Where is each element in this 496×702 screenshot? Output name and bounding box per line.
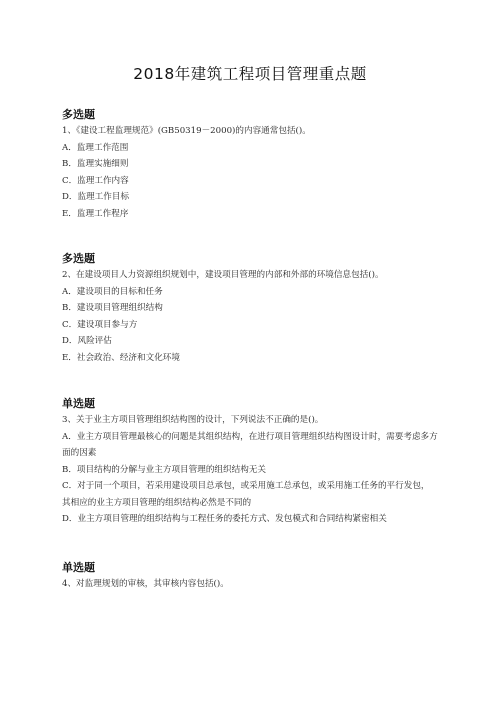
document-title: 2018年建筑工程项目管理重点题 [133, 65, 367, 83]
option-d: D．业主方项目管理的组织结构与工程任务的委托方式、发包模式和合同结构紧密相关 [62, 514, 387, 524]
question-1 [62, 107, 438, 222]
option-a: A．建设项目的目标和任务 [62, 286, 163, 297]
question-stem: 1、《建设工程监理规范》(GB50319－2000)的内容通常包括()。 [62, 126, 311, 136]
question-type-label: 单选题 [62, 397, 95, 410]
question-stem: 2、在建设项目人力资源组织规划中，建设项目管理的内部和外部的环境信息包括()。 [62, 270, 384, 280]
option-b: B．项目结构的分解与业主方项目管理的组织结构无关 [62, 464, 266, 475]
option-list [62, 140, 438, 223]
option-d: D．监理工作目标 [62, 192, 130, 202]
question-stem: 4、对监理规划的审核，其审核内容包括()。 [62, 578, 229, 589]
option-b: B．监理实施细则 [62, 159, 129, 169]
question-stem: 3、关于业主方项目管理组织结构图的设计，下列说法不正确的是()。 [62, 415, 324, 425]
option-a: A．业主方项目管理最核心的问题是其组织结构，在进行项目管理组织结构图设计时，需要考虑多方面的因素 [62, 431, 438, 458]
question-type-label: 单选题 [62, 560, 95, 574]
option-list [62, 284, 438, 367]
question-type-label: 多选题 [62, 108, 95, 121]
option-c: C．监理工作内容 [62, 175, 129, 186]
option-e: E．社会政治、经济和文化环境 [62, 352, 180, 363]
option-list [62, 429, 438, 528]
question-type-label: 多选题 [62, 252, 95, 265]
question-2 [62, 251, 438, 366]
option-c: C．对于同一个项目，若采用建设项目总承包，或采用施工总承包，或采用施工任务的平行发包，其相应的业主方项目管理的组织结构必然是不同的 [62, 481, 430, 508]
option-c: C．建设项目参与方 [62, 319, 138, 330]
option-a: A．监理工作范围 [62, 142, 129, 153]
option-d: D．风险评估 [62, 336, 112, 346]
option-b: B．建设项目管理组织结构 [62, 303, 163, 313]
question-4 [62, 560, 438, 593]
option-e: E．监理工作程序 [62, 208, 129, 219]
question-3 [62, 396, 438, 528]
